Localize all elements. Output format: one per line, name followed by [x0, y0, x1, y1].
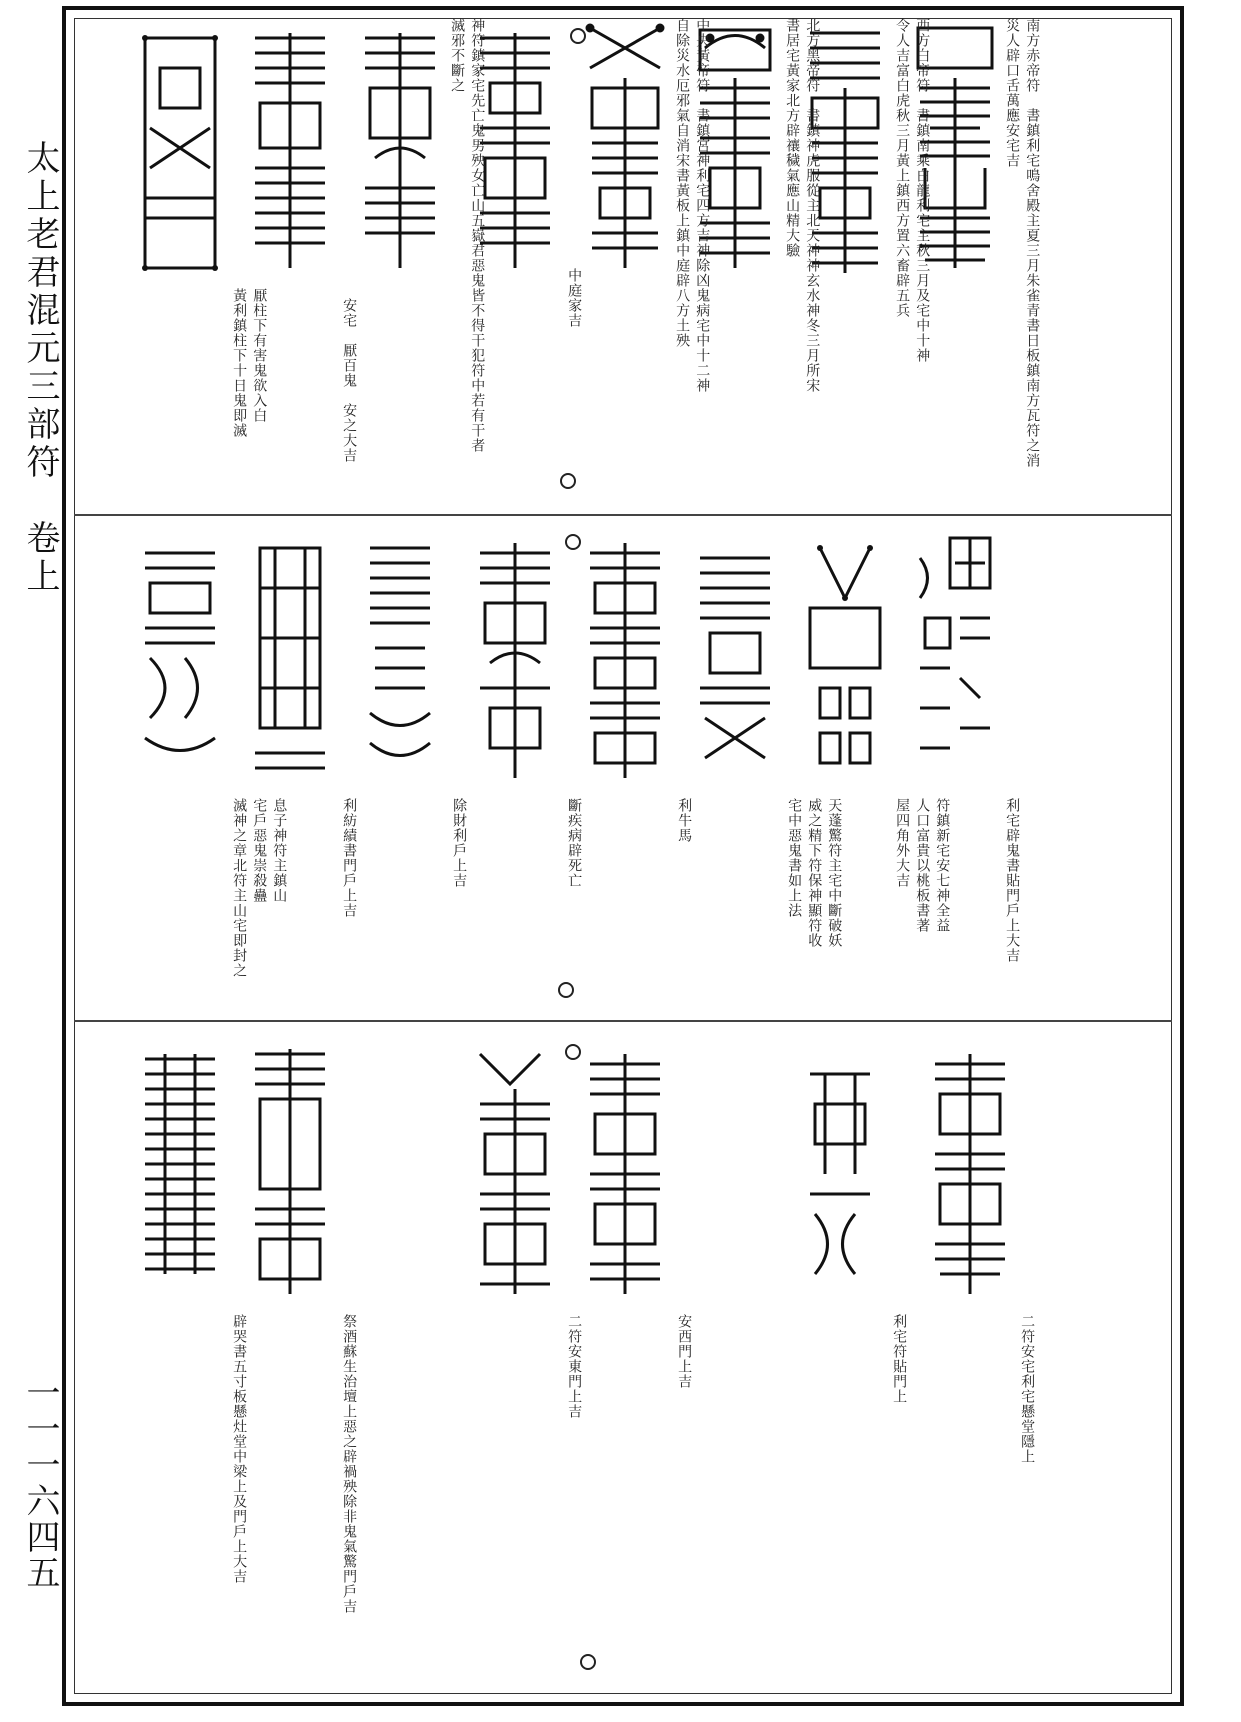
talisman-caption: 神符鎮家宅先亡鬼男殃女亡山五嶽君惡鬼皆不得干犯符中若有干者滅邪不斷之: [449, 18, 486, 453]
talisman-caption: 二符安宅利宅懸堂隱上: [1019, 1314, 1036, 1464]
book-title: 太上老君混元三部符 卷上: [20, 140, 60, 596]
talisman-caption: 利牛馬: [676, 798, 693, 843]
panel-divider-1: [74, 514, 1172, 516]
talisman-seal: [800, 528, 880, 788]
binding-ring: [565, 534, 581, 550]
talisman-seal: [135, 528, 215, 788]
talisman-seal: [690, 528, 770, 788]
talisman-seal: [580, 18, 660, 278]
talisman-seal: [355, 18, 435, 278]
talisman-caption: 利宅辟鬼書貼門戶上大吉: [1004, 798, 1021, 963]
talisman-seal: [355, 528, 435, 788]
talisman-seal: [470, 1034, 550, 1304]
talisman-caption: 除財利戶上吉: [451, 798, 468, 888]
talisman-seal: [135, 1034, 215, 1304]
panel-middle: [80, 528, 1170, 1013]
talisman-caption: 中庭家吉: [566, 268, 583, 328]
binding-ring: [565, 1044, 581, 1060]
talisman-caption: 符鎮新宅安七神全益人口富貴以桃板書著屋四角外大吉: [894, 798, 951, 933]
talisman-caption: 安宅 厭百鬼 安之大吉: [341, 298, 358, 463]
talisman-caption: 息子神符主鎮山宅戶惡鬼崇殺蠱滅神之章北符主山宅即封之: [231, 798, 288, 978]
talisman-caption: 厭柱下有害鬼欲入白黃利鎮柱下十日鬼即滅: [231, 288, 268, 438]
talisman-seal: [910, 528, 990, 788]
talisman-caption: 中央黃帝符 書鎮宮神利宅四方吉神除凶鬼病宅中十二神自除災水厄邪氣自消宋書黃板上鎮中庭辟八方土殃: [674, 18, 711, 393]
talisman-caption: 北方黑帝符 書鎮神虎服從主北天神神玄水神冬三月所宋書居宅黃家北方辟禳穢氣應山精大驗: [784, 18, 821, 393]
talisman-seal: [580, 528, 660, 788]
page-number: 一一一六四五: [20, 1375, 60, 1591]
talisman-seal: [580, 1034, 660, 1304]
talisman-caption: 安西門上吉: [676, 1314, 693, 1389]
talisman-caption: 南方赤帝符 書鎮利宅鳴舍殿主夏三月朱雀青書日板鎮南方瓦符之消災人辟口舌萬應安宅吉: [1004, 18, 1041, 468]
binding-ring: [580, 1654, 596, 1670]
talisman-seal: [925, 1034, 1005, 1304]
talisman-seal: [470, 528, 550, 788]
talisman-caption: 利宅符貼門上: [891, 1314, 908, 1404]
talisman-caption: 祭酒蘇生治壇上惡之辟禍殃除非鬼氣驚門戶吉: [341, 1314, 358, 1614]
talisman-caption: 天蓬驚符主宅中斷破妖威之精下符保神顯符收宅中惡鬼書如上法: [786, 798, 843, 948]
panel-bottom: [80, 1034, 1170, 1699]
panel-top: [80, 18, 1170, 508]
talisman-seal: [245, 1034, 325, 1304]
talisman-caption: 二符安東門上吉: [566, 1314, 583, 1419]
talisman-seal: [795, 1034, 875, 1304]
talisman-seal: [245, 528, 325, 788]
panel-divider-2: [74, 1020, 1172, 1022]
talisman-caption: 斷疾病辟死亡: [566, 798, 583, 888]
talisman-seal: [135, 18, 215, 278]
talisman-caption: 辟哭書五寸板懸灶堂中梁上及門戶上大吉: [231, 1314, 248, 1584]
talisman-seal: [245, 18, 325, 278]
talisman-caption: 利紡績書門戶上吉: [341, 798, 358, 918]
talisman-caption: 西方白帝符 書鎮南乘白龍利宅主秋三月及宅中十神令人吉富白虎秋三月黃上鎮西方置六畜辟五兵: [894, 18, 931, 363]
